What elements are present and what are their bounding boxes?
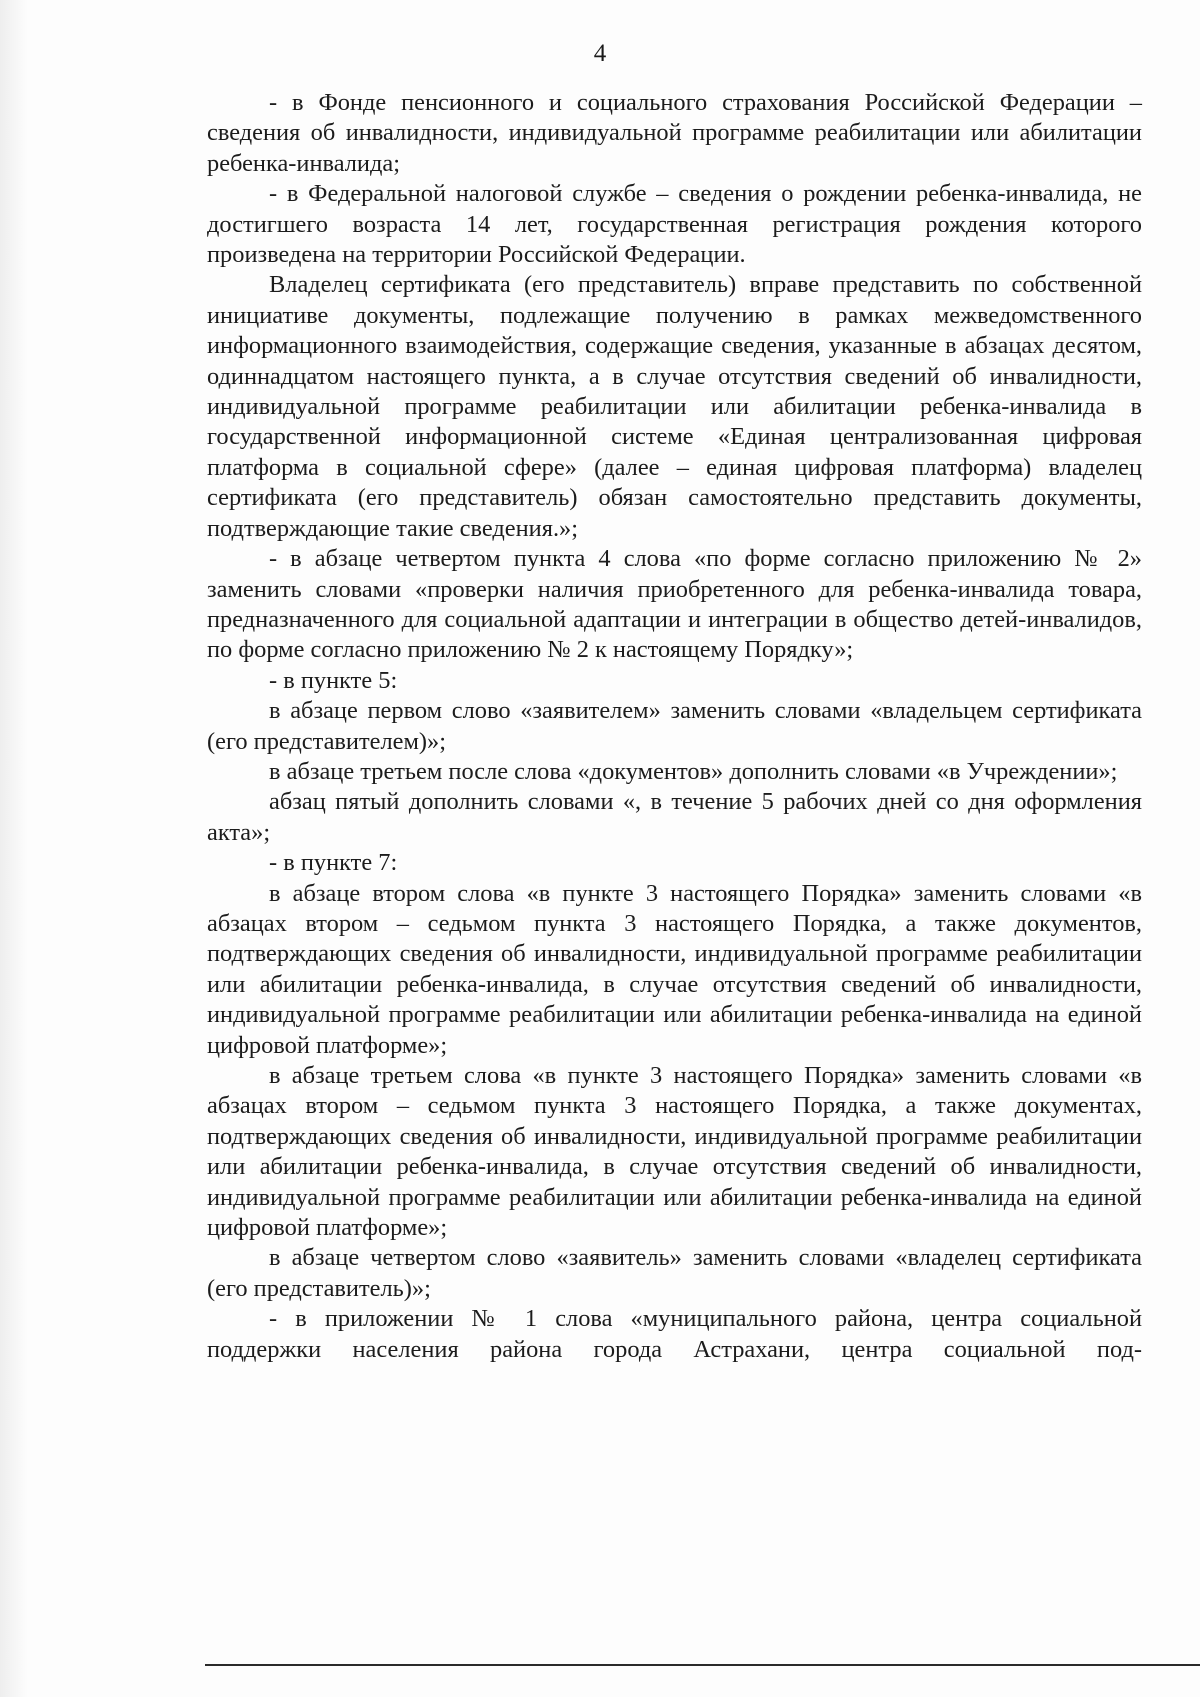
paragraph: - в абзаце четвертом пункта 4 слова «по форме согласно приложению № 2» заменить словами «проверки наличия приобретенного для ребенка-инвалида товара, предназначенного для социальной адаптации и интеграции в общество детей-инвалидов, по форме согласно приложению № 2 к настоящему Порядку»; [207, 545, 1142, 664]
scan-edge [0, 0, 28, 1697]
paragraph: Владелец сертификата (его представитель) вправе представить по собственной инициативе документы, подлежащие получению в рамках межведомственного информационного взаимодействия, содержащие сведения, указанные в абзацах десятом, одиннадцатом настоящего пункта, а в случае отсутствия сведений об инвалидности, индивидуальной программе реабилитации или абилитации ребенка-инвалида в государственной информационной системе «Единая централизованная цифровая платформа в социальной сфере» (далее – единая цифровая платформа) владелец сертификата (его представитель) обязан самостоятельно представить документы, подтверждающие такие сведения.»; [207, 271, 1142, 542]
paragraph: - в Федеральной налоговой службе – сведения о рождении ребенка-инвалида, не достигшего возраста 14 лет, государственная регистрация рождения которого произведена на территории Российской Федерации. [207, 180, 1142, 269]
paragraph: - в пункте 5: [269, 666, 398, 694]
paragraph: в абзаце третьем слова «в пункте 3 настоящего Порядка» заменить словами «в абзацах втором – седьмом пункта 3 настоящего Порядка, а также документах, подтверждающих сведения об инвалидности, индивидуальной программе реабилитации или абилитации ребенка-инвалида, в случае отсутствия сведений об инвалидности, индивидуальной программе реабилитации или абилитации ребенка-инвалида на единой цифровой платформе»; [207, 1062, 1142, 1242]
paragraph: в абзаце первом слово «заявителем» заменить словами «владельцем сертификата (его представителем)»; [207, 697, 1142, 755]
paragraph: в абзаце втором слова «в пункте 3 настоящего Порядка» заменить словами «в абзацах втором – седьмом пункта 3 настоящего Порядка, а также документов, подтверждающих сведения об инвалидности, индивидуальной программе реабилитации или абилитации ребенка-инвалида, в случае отсутствия сведений об инвалидности, индивидуальной программе реабилитации или абилитации ребенка-инвалида на единой цифровой платформе»; [207, 879, 1142, 1059]
paragraph: абзац пятый дополнить словами «, в течение 5 рабочих дней со дня оформления акта»; [207, 788, 1142, 846]
page-number: 4 [593, 40, 607, 67]
bottom-rule [205, 1664, 1200, 1666]
document-body [207, 88, 1142, 1365]
paragraph: в абзаце третьем после слова «документов» дополнить словами «в Учреждении»; [269, 757, 1118, 785]
paragraph: - в приложении № 1 слова «муниципального района, центра социальной поддержки населения района города Астрахани, центра социальной под- [207, 1305, 1142, 1363]
paragraph: в абзаце четвертом слово «заявитель» заменить словами «владелец сертификата (его представитель)»; [207, 1244, 1142, 1302]
paragraph: - в Фонде пенсионного и социального страхования Российской Федерации – сведения об инвалидности, индивидуальной программе реабилитации или абилитации ребенка-инвалида; [207, 89, 1142, 177]
paragraph: - в пункте 7: [269, 849, 398, 877]
